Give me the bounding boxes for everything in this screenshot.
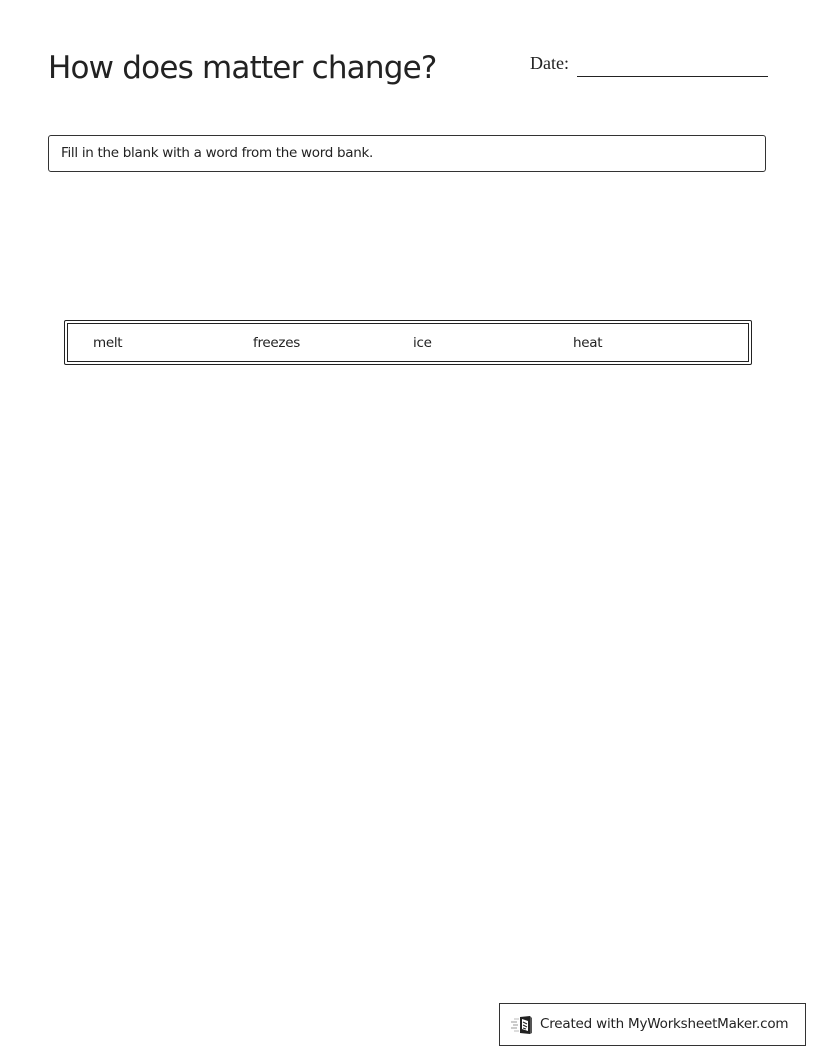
date-field xyxy=(530,53,770,79)
footer-credit xyxy=(499,1003,806,1046)
word-bank-item: heat xyxy=(573,335,603,351)
instructions-text: Fill in the blank with a word from the word bank. xyxy=(61,145,374,161)
footer-text: Created with MyWorksheetMaker.com xyxy=(540,1016,789,1032)
word-bank-item: melt xyxy=(93,335,123,351)
worksheet-maker-logo-icon xyxy=(510,1015,536,1035)
word-bank-item: ice xyxy=(413,335,432,351)
word-bank-item: freezes xyxy=(253,335,300,351)
date-label: Date: xyxy=(530,53,569,73)
date-blank-line xyxy=(577,76,768,77)
instructions-box xyxy=(48,135,766,172)
page-title: How does matter change? xyxy=(48,50,437,86)
word-bank xyxy=(64,320,752,365)
